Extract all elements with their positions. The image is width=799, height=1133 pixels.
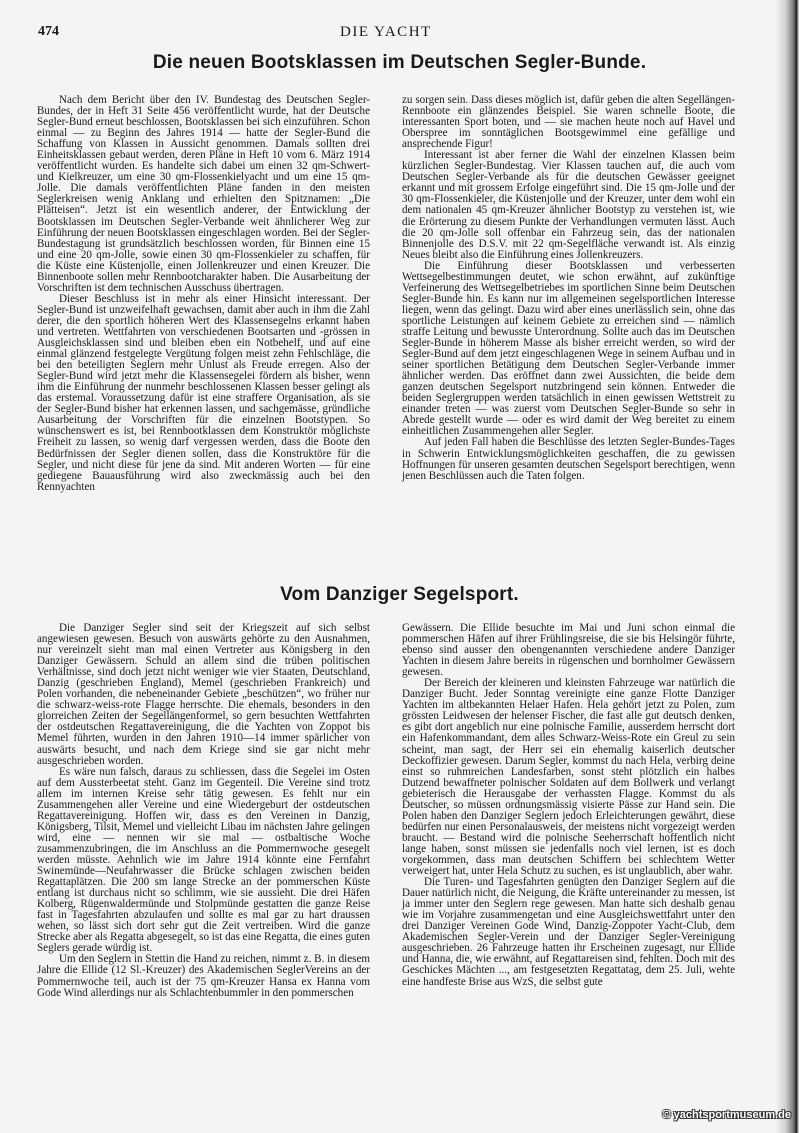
article2-title: Vom Danziger Segelsport. bbox=[280, 584, 519, 605]
paragraph: zu sorgen sein. Dass dieses möglich ist, dafür geben die alten Segellängen-Rennboote ein glänzendes Beispiel. Sie waren schnelle Boote, die interessanten Sport boten, und — sie machen heute noch auf Havel und Oberspree im sonntäglichen Bootsgewimmel eine gefällige und ansprechende Figur! bbox=[402, 94, 735, 151]
paragraph: Es wäre nun falsch, daraus zu schliessen, dass die Segelei im Osten auf dem Aussterbeetat steht. Ganz im Gegenteil. Die Vereine sind trotz allem im internen Kreise sehr tätig gewesen. Es fehlt nur ein Zusammengehen aller Vereine und eine Wiedergeburt der ostdeutschen Regattavereinigung. Hoffen wir, dass es den Vereinen in Danzig, Königsberg, Tilsit, Memel und vielleicht Libau im nächsten Jahre gelingen wird, eine — nennen wir sie mal — ostbaltische Woche zusammenzubringen, die im Anschluss an die Pommernwoche gesegelt werden müsste. Aehnlich wie im Jahre 1914 könnte eine Fernfahrt Swinemünde—Neufahrwasser die Brücke schlagen zwischen beiden Regattaplätzen. Die 200 sm lange Strecke an der pommerschen Küste entlang ist durchaus nicht so schlimm, wie sie aussieht. Die drei Häfen Kolberg, Rügenwaldermünde und Stolpmünde gestatten die ganze Reise fast in Tagesfahrten abzulaufen und sollte es mal gar zu hart draussen wehen, so lässt sich dort sehr gut die Zeit vertreiben. Wird die ganze Strecke aber als Regatta abgesegelt, so ist das eine Regatta, die eines guten Seglers gerade würdig ist. bbox=[37, 765, 370, 955]
paragraph: Die Danziger Segler sind seit der Kriegszeit auf sich selbst angewiesen gewesen. Besuch von auswärts gehörte zu den Ausnahmen, nur vereinzelt sieht man mal einen Vertreter aus Königsberg in den Danziger Gewässern. Schuld an allem sind die trüben politischen Verhältnisse, sind doch jetzt nicht weniger wie vier Staaten, Deutschland, Danzig (geschrieben England), Memel (geschrieben Frankreich) und Polen vorhanden, die nebeneinander Gebiete „beschützen“, wo früher nur die schwarz-weiss-rote Flagge herrschte. Die ehemals, besonders in den glorreichen Zeiten der Segellängenformel, so gern besuchten Wettfahrten der ostdeutschen Regattavereinigung, die die Yachten von Zoppot bis Memel führten, wurden in den Jahren 1910—14 immer spärlicher von auswärts besucht, und nach dem Kriege sind sie gar nicht mehr ausgeschrieben worden. bbox=[37, 622, 370, 767]
article1-column-left bbox=[37, 95, 370, 493]
paragraph: Gewässern. Die Ellide besuchte im Mai und Juni schon einmal die pommerschen Häfen auf ihrer Frühlingsreise, die sie bis Helsingör führte, ebenso sind ausser den obengenannten verschiedene andere Danziger Yachten in diesem Jahre bereits in rügenschen und bornholmer Gewässern gewesen. bbox=[402, 622, 735, 679]
page-number: 474 bbox=[38, 24, 59, 39]
paragraph: Interessant ist aber ferner die Wahl der einzelnen Klassen beim kürzlichen Segler-Bundestag. Vier Klassen tauchen auf, die auch vom Deutschen Segler-Verbande als für die deutschen Gewässer geeignet erkannt und mit grossem Erfolge eingeführt sind. Die 15 qm-Jolle und der 30 qm-Flossenkieler, die Küstenjolle und der Kreuzer, unter dem wohl ein dem nationalen 45 qm-Kreuzer ähnlicher Bootstyp zu verstehen ist, wie die Erörterung zu diesem Punkte der Verhandlungen vermuten lässt. Auch die 20 qm-Jolle soll offenbar ein Fahrzeug sein, das der nationalen Binnenjolle des D.S.V. mit 22 qm-Segelfläche verwandt ist. Als einzig Neues bleibt also die Einführung eines Jollenkreuzers. bbox=[402, 149, 735, 261]
running-title: DIE YACHT bbox=[340, 24, 432, 40]
paragraph: Auf jeden Fall haben die Beschlüsse des letzten Segler-Bundes-Tages in Schwerin Entwicklungsmöglichkeiten geschaffen, die zu gewissen Hoffnungen für unseren gesamten deutschen Segelsport berechtigen, wenn jenen Beschlüssen auch die Taten folgen. bbox=[402, 436, 735, 482]
paragraph: Der Bereich der kleineren und kleinsten Fahrzeuge war natürlich die Danziger Bucht. Jeder Sonntag vereinigte eine ganze Flotte Danziger Yachten im altbekannten Helaer Hafen. Hela gehört jetzt zu Polen, zum grössten Leidwesen der helenser Fischer, die fast alle gut deutsch denken, es gibt dort angeblich nur eine polnische Familie, ausserdem herrscht dort ein Hafenkommandant, dem alles Schwarz-Weiss-Rote ein Greul zu sein scheint, man sagt, der Herr sei ein ehemalig kaiserlich deutscher Deckoffizier gewesen. Darum Segler, kommst du nach Hela, verbirg deine einst so ruhmreichen Landesfarben, sonst steht plötzlich ein halbes Dutzend bewaffneter polnischer Soldaten auf dem Bollwerk und verlangt gebieterisch die Herausgabe der verhassten Flagge. Kommst du als Deutscher, so müssen ordnungsmässig visierte Pässe zur Hand sein. Die Polen haben den Danziger Seglern jedoch Erleichterungen gewährt, diese bedürfen nur einen Personalausweis, der meistens nicht vorgezeigt werden braucht. — Bestand wird die polnische Seeherrschaft hoffentlich nicht lange haben, sonst müssen sie jedenfalls noch viel lernen, ist es doch vorgekommen, dass man deutschen Schiffern bei schlechtem Wetter verweigert hat, unter Hela Schutz zu suchen, es ist unglaublich, aber wahr. bbox=[402, 677, 735, 878]
paragraph: Die Einführung dieser Bootsklassen und verbesserten Wettsegelbestimmungen deutet, wie schon erwähnt, auf zukünftige Verfeinerung des Wettsegelbetriebes im sportlichen Sinne beim Deutschen Segler-Bunde hin. Es kann nur im allgemeinen segelsportlichen Interesse liegen, wenn das gelingt. Dazu wird aber eines unerlässlich sein, ohne das sportliche Leistungen auf keinem Gebiete zu erreichen sind — nämlich straffe Leitung und bewusste Unterordnung. Sollte auch das im Deutschen Segler-Bunde in höherem Masse als bisher erreicht werden, so wird der Segler-Bund auf dem jetzt eingeschlagenen Wege in seinem Aufbau und in seiner sportlichen Betätigung dem Deutschen Segler-Verbande immer ähnlicher werden. Das eröffnet dann zwei Aussichten, die beide dem ganzen deutschen Segelsport nutzbringend sein können. Entweder die beiden Seglergruppen werden tatsächlich in einen gewissen Wettstreit zu einander treten — was zuerst vom Deutschen Segler-Bunde so sehr in Abrede gestellt wurde — oder es wird damit der Weg bereitet zu einem einheitlichen Zusammengehen aller Segler. bbox=[402, 259, 735, 438]
copyright-watermark: © yachtsportmuseum.de bbox=[662, 1109, 791, 1121]
article1-title: Die neuen Bootsklassen im Deutschen Segler-Bunde. bbox=[152, 52, 647, 73]
paragraph: Um den Seglern in Stettin die Hand zu reichen, nimmt z. B. in diesem Jahre die Ellide (12 Sl.-Kreuzer) des Akademischen SeglerVereins an der Pommernwoche teil, auch ist der 75 qm-Kreuzer Hansa ex Hanna vom Gode Wind allerdings nur als Schlachtenbummler in den pommerschen bbox=[37, 953, 370, 999]
page-header bbox=[38, 24, 739, 44]
page-binding-shadow bbox=[777, 0, 799, 1133]
paragraph: Nach dem Bericht über den IV. Bundestag des Deutschen Segler-Bundes, der in Heft 31 Seite 456 veröffentlicht wurde, hat der Deutsche Segler-Bund erneut beschlossen, Bootsklassen bei sich einzuführen. Schon einmal — zu Beginn des Jahres 1914 — hatte der Segler-Bund die Schaffung von Klassen in Aussicht genommen. Damals sollten drei Einheitsklassen gebaut werden, deren Pläne in Heft 10 vom 6. März 1914 veröffentlicht wurden. Es handelte sich dabei um einen 32 qm-Schwert- und Kielkreuzer, um eine 30 qm-Flossenkielyacht und um eine 15 qm-Jolle. Die damals veröffentlichten Pläne fanden in den meisten Seglerkreisen wenig Anklang und erhielten den Spitznamen: „Die Plätteisen“. Jetzt ist ein wesentlich anderer, der Entwicklung der Bootsklassen im Deutschen Segler-Verbande weit ähnlicherer Weg zur Einführung der neuen Bootsklassen eingeschlagen worden. Bei der Segler-Bundestagung ist grundsätzlich beschlossen worden, für Binnen eine 15 und eine 20 qm-Jolle, sowie einen 30 qm-Flossenkieler zu schaffen, für die Küste eine Küstenjolle, einen Jollenkreuzer und einen Kreuzer. Die Binnenboote sollen mehr Rennbootcharakter haben. Die Ausarbeitung der Vorschriften ist dem technischen Ausschuss übertragen. bbox=[37, 94, 370, 294]
article1-column-right bbox=[402, 95, 735, 482]
paragraph: Dieser Beschluss ist in mehr als einer Hinsicht interessant. Der Segler-Bund ist unzweifelhaft gewachsen, damit aber auch in ihm die Zahl derer, die den sportlich höheren Wert des Klassensegelns erkannt haben und vertreten. Wettfahrten von verschiedenen Bootsarten und -grössen in Ausgleichsklassen sind und bleiben eben ein Notbehelf, und auf eine einmal glänzend festgelegte Vergütung folgen meist zehn Fehlschläge, die bei den beteiligten Seglern mehr Unlust als Freude erregen. Also der Segler-Bund wird jetzt mehr die Klassensegelei fördern als bisher, wenn ihm die Einführung der nunmehr beschlossenen Klassen besser gelingt als das erstemal. Voraussetzung dafür ist eine straffere Organisation, als sie der Segler-Bund bisher hat erkennen lassen, und sachgemässe, gründliche Ausarbeitung der Vorschriften für die einzelnen Bootstypen. So wünschenswert es ist, bei Rennbootklassen dem Konstruktör möglichste Freiheit zu lassen, so wenig darf vergessen werden, dass die Boote den Bedürfnissen der Segler dienen sollen, dass die Konstruktöre für die Segler, und nicht diese für jene da sind. Mit anderen Worten — für eine gediegene Bauausführung wird also zweckmässig auch bei den Rennyachten bbox=[37, 292, 370, 493]
article2-column-right bbox=[402, 623, 735, 988]
paragraph: Die Turen- und Tagesfahrten genügten den Danziger Seglern auf die Dauer natürlich nicht, die Neigung, die Kräfte untereinander zu messen, ist ja immer unter den Seglern rege gewesen. Man hatte sich deshalb genau wie im Vorjahre zusammengetan und eine Ausgleichswettfahrt unter den drei Danziger Vereinen Gode Wind, Danzig-Zoppoter Yacht-Club, dem Akademischen Segler-Verein und der Danziger Segler-Vereinigung ausgeschrieben. 26 Fahrzeuge hatten ihr Erscheinen zugesagt, nur Ellide und Hanna, die, wie erwähnt, auf Regattareisen sind, fehlten. Doch mit des Geschickes Mächten ..., am festgesetzten Regattatag, dem 25. Juli, wehte eine handfeste Brise aus WzS, die selbst gute bbox=[402, 876, 736, 988]
article2-column-left bbox=[37, 623, 370, 999]
